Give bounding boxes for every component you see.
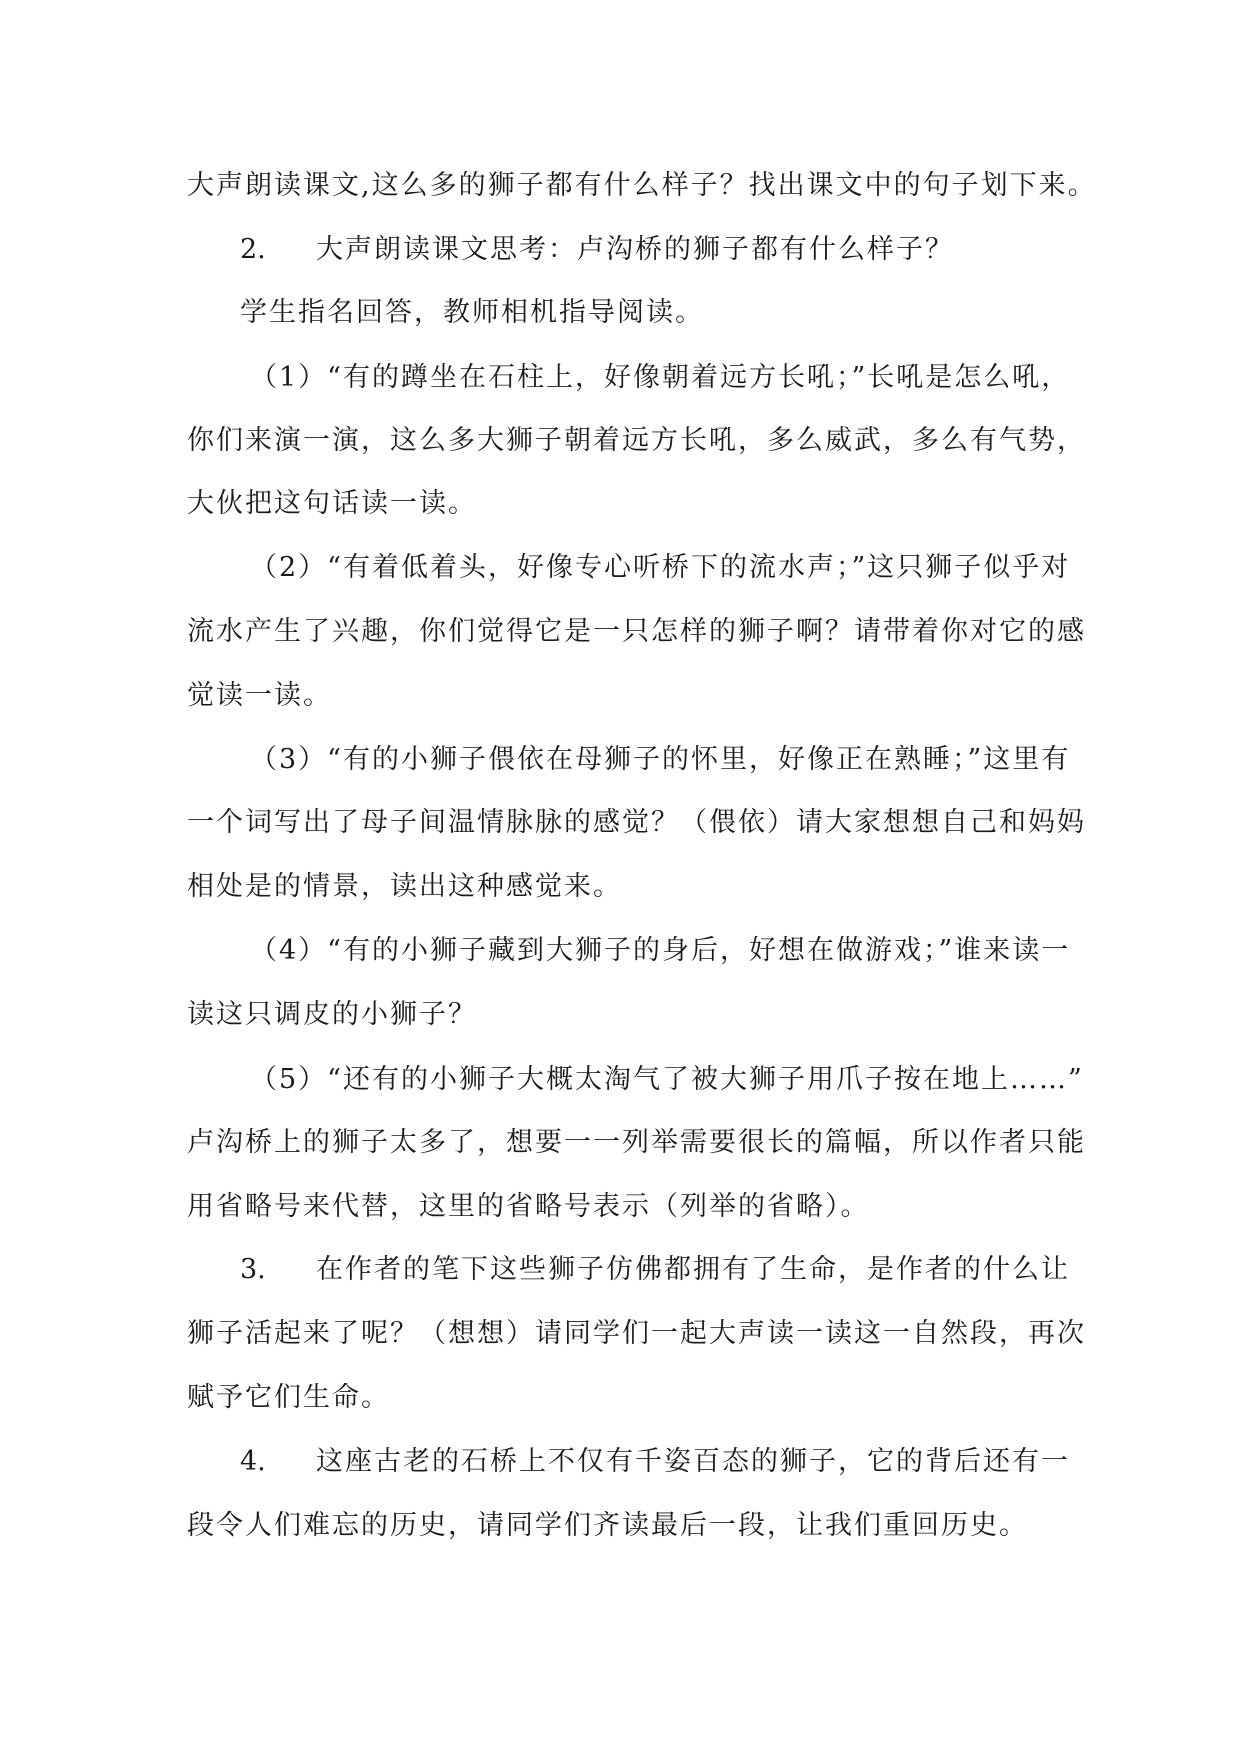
paragraph-line: （3）“有的小狮子偎依在母狮子的怀里，好像正在熟睡；”这里有 bbox=[250, 744, 1071, 775]
paragraph-line: 一个词写出了母子间温情脉脉的感觉？（偎依）请大家想想自己和妈妈 bbox=[187, 807, 1086, 838]
paragraph-line: 用省略号来代替，这里的省略号表示（列举的省略）。 bbox=[187, 1191, 870, 1222]
paragraph-line: 这座古老的石桥上不仅有千姿百态的狮子，它的背后还有一 bbox=[316, 1446, 1070, 1477]
paragraph-line: 卢沟桥上的狮子太多了，想要一一列举需要很长的篇幅，所以作者只能 bbox=[187, 1127, 1086, 1158]
paragraph-line: 狮子活起来了呢？（想想）请同学们一起大声读一读这一自然段，再次 bbox=[187, 1318, 1086, 1349]
paragraph-line: 段令人们难忘的历史，请同学们齐读最后一段，让我们重回历史。 bbox=[187, 1510, 1028, 1541]
paragraph-line: （4）“有的小狮子藏到大狮子的身后，好想在做游戏；”谁来读一 bbox=[250, 935, 1071, 966]
paragraph-line: 觉读一读。 bbox=[187, 680, 332, 711]
paragraph-line: 相处是的情景，读出这种感觉来。 bbox=[187, 871, 622, 902]
paragraph-line: 大声朗读课文思考：卢沟桥的狮子都有什么样子？ bbox=[316, 234, 954, 265]
item-number: 4. bbox=[240, 1446, 266, 1477]
paragraph-line: 学生指名回答，教师相机指导阅读。 bbox=[240, 297, 704, 328]
paragraph-line: 流水产生了兴趣，你们觉得它是一只怎样的狮子啊？请带着你对它的感 bbox=[187, 616, 1086, 647]
item-number: 3. bbox=[240, 1254, 266, 1285]
paragraph-line: 读这只调皮的小狮子？ bbox=[187, 999, 477, 1030]
paragraph-line: （2）“有着低着头，好像专心听桥下的流水声；”这只狮子似乎对 bbox=[250, 552, 1071, 583]
paragraph-line: （1）“有的蹲坐在石柱上，好像朝着远方长吼；”长吼是怎么吼， bbox=[250, 362, 1071, 393]
paragraph-line: （5）“还有的小狮子大概太淘气了被大狮子用爪子按在地上……” bbox=[250, 1064, 1084, 1095]
paragraph-line: 在作者的笔下这些狮子仿佛都拥有了生命，是作者的什么让 bbox=[316, 1254, 1070, 1285]
paragraph-line: 大伙把这句话读一读。 bbox=[187, 488, 477, 519]
paragraph-line: 大声朗读课文,这么多的狮子都有什么样子？找出课文中的句子划下来。 bbox=[187, 170, 1097, 201]
paragraph-line: 你们来演一演，这么多大狮子朝着远方长吼，多么威武，多么有气势， bbox=[187, 425, 1086, 456]
paragraph-line: 赋予它们生命。 bbox=[187, 1382, 390, 1413]
item-number: 2. bbox=[240, 234, 266, 265]
